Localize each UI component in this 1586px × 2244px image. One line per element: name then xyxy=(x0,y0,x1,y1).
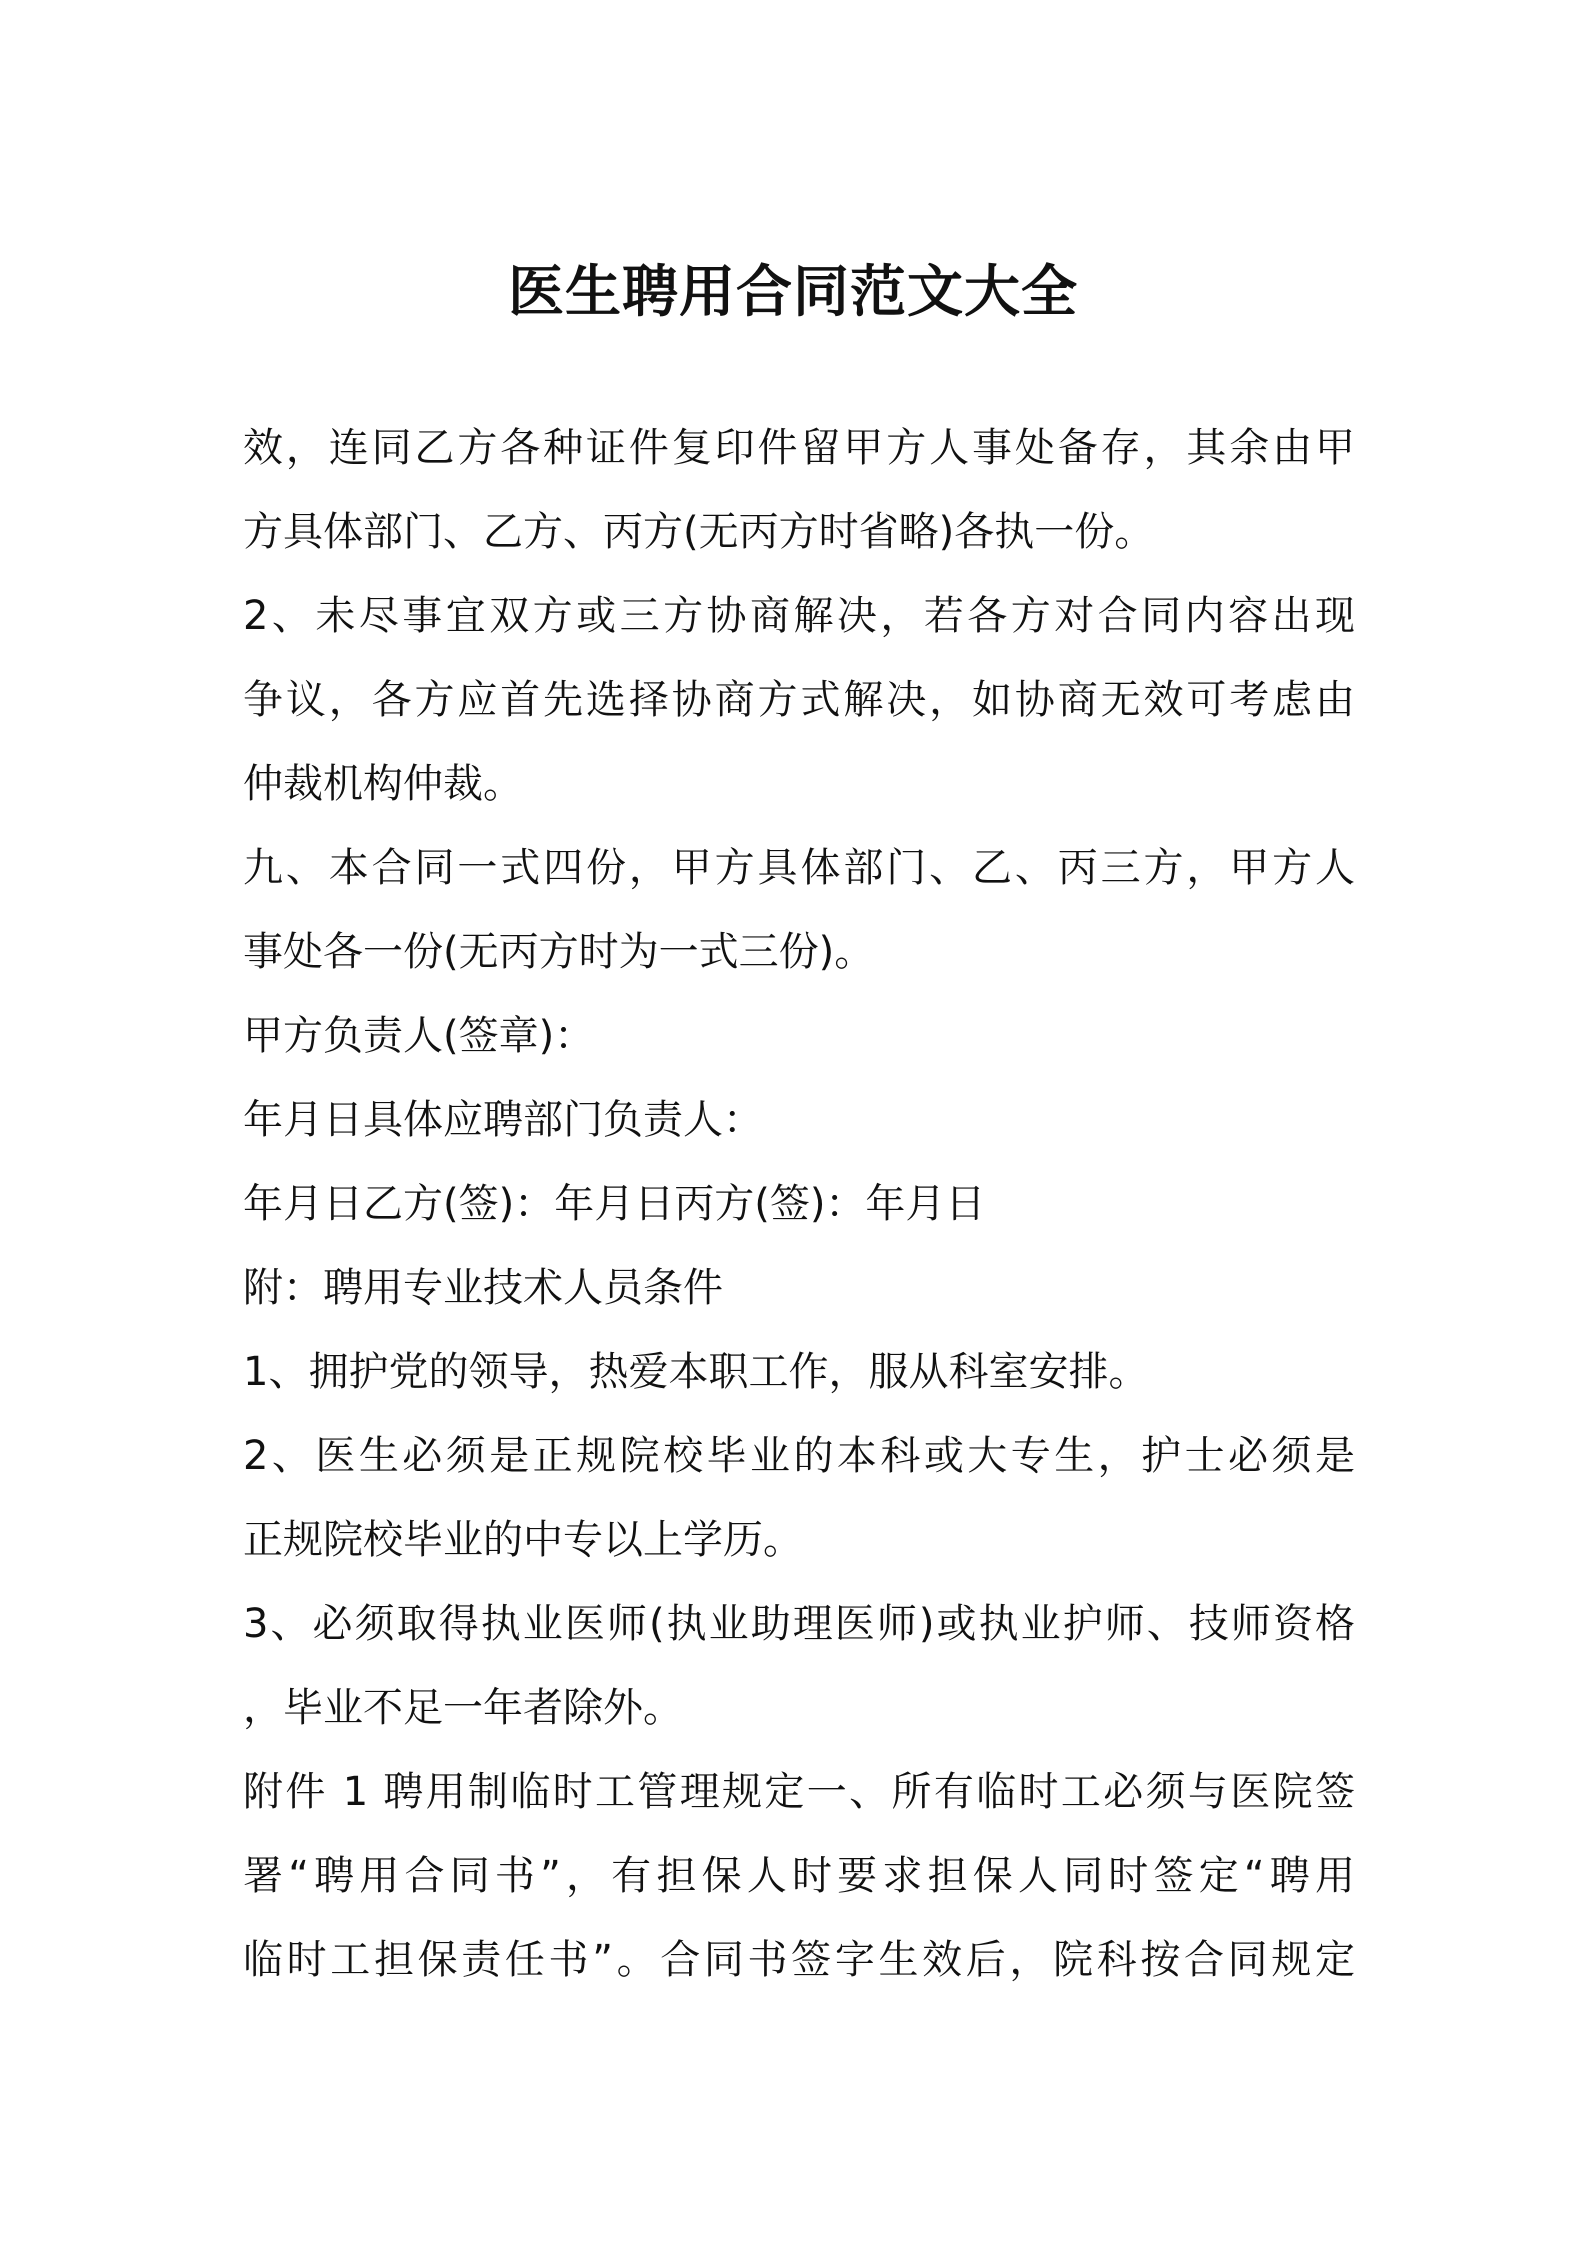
text-line: 方具体部门、乙方、丙方(无丙方时省略)各执一份。 xyxy=(243,509,1155,555)
document-body xyxy=(243,406,1355,2002)
text-line: 九、本合同一式四份，甲方具体部门、乙、丙三方，甲方人 xyxy=(243,845,1355,891)
text-line: 争议，各方应首先选择协商方式解决，如协商无效可考虑由 xyxy=(243,677,1355,723)
text-line: 事处各一份(无丙方时为一式三份)。 xyxy=(243,929,875,975)
text-line: 年月日乙方(签)：年月日丙方(签)：年月日 xyxy=(243,1181,986,1227)
text-line: 2、未尽事宜双方或三方协商解决，若各方对合同内容出现 xyxy=(243,593,1355,639)
document-title: 医生聘用合同范文大全 xyxy=(508,260,1078,325)
text-line: 1、拥护党的领导，热爱本职工作，服从科室安排。 xyxy=(243,1349,1149,1395)
text-line: 临时工担保责任书”。合同书签字生效后，院科按合同规定 xyxy=(243,1937,1355,1983)
text-line: 年月日具体应聘部门负责人： xyxy=(243,1097,763,1143)
text-line: 2、医生必须是正规院校毕业的本科或大专生，护士必须是 xyxy=(243,1433,1355,1479)
text-line: 效，连同乙方各种证件复印件留甲方人事处备存，其余由甲 xyxy=(243,425,1355,471)
text-line: ，毕业不足一年者除外。 xyxy=(243,1685,683,1731)
text-line: 附件 1 聘用制临时工管理规定一、所有临时工必须与医院签 xyxy=(243,1769,1355,1815)
text-line: 3、必须取得执业医师(执业助理医师)或执业护师、技师资格 xyxy=(243,1601,1355,1647)
text-line: 仲裁机构仲裁。 xyxy=(243,761,523,807)
text-line: 署“聘用合同书”，有担保人时要求担保人同时签定“聘用 xyxy=(243,1853,1355,1899)
text-line: 正规院校毕业的中专以上学历。 xyxy=(243,1517,803,1563)
text-line: 附：聘用专业技术人员条件 xyxy=(243,1265,723,1311)
text-line: 甲方负责人(签章)： xyxy=(243,1013,595,1059)
